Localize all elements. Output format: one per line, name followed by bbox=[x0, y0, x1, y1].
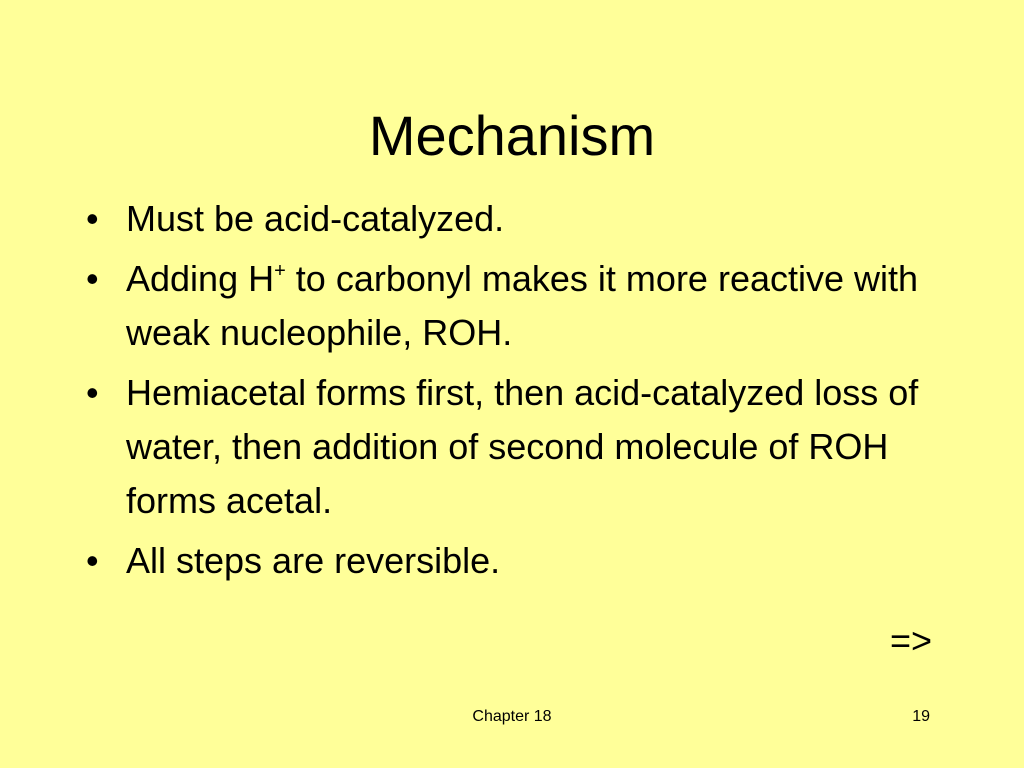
bullet-text: Hemiacetal forms first, then acid-catalyzed loss of water, then addition of second molecule of ROH forms acetal. bbox=[126, 372, 919, 521]
bullet-text-before: Adding H bbox=[126, 258, 275, 299]
bullet-text-after: to carbonyl makes it more reactive with weak nucleophile, ROH. bbox=[126, 258, 919, 353]
bullet-text: All steps are reversible. bbox=[126, 540, 501, 581]
footer-chapter: Chapter 18 bbox=[472, 708, 552, 725]
bullet-marker: • bbox=[86, 258, 99, 299]
page-number: 19 bbox=[912, 708, 930, 725]
bullet-marker: • bbox=[86, 540, 99, 581]
bullet-item bbox=[86, 534, 946, 588]
bullet-list bbox=[86, 192, 946, 594]
next-arrow: => bbox=[889, 620, 932, 661]
bullet-item bbox=[86, 192, 946, 246]
bullet-marker: • bbox=[86, 198, 99, 239]
slide-title: Mechanism bbox=[368, 104, 656, 167]
bullet-item bbox=[86, 366, 946, 528]
superscript-plus: + bbox=[274, 260, 286, 282]
bullet-item bbox=[86, 252, 946, 360]
bullet-marker: • bbox=[86, 372, 99, 413]
bullet-text: Must be acid-catalyzed. bbox=[126, 198, 505, 239]
